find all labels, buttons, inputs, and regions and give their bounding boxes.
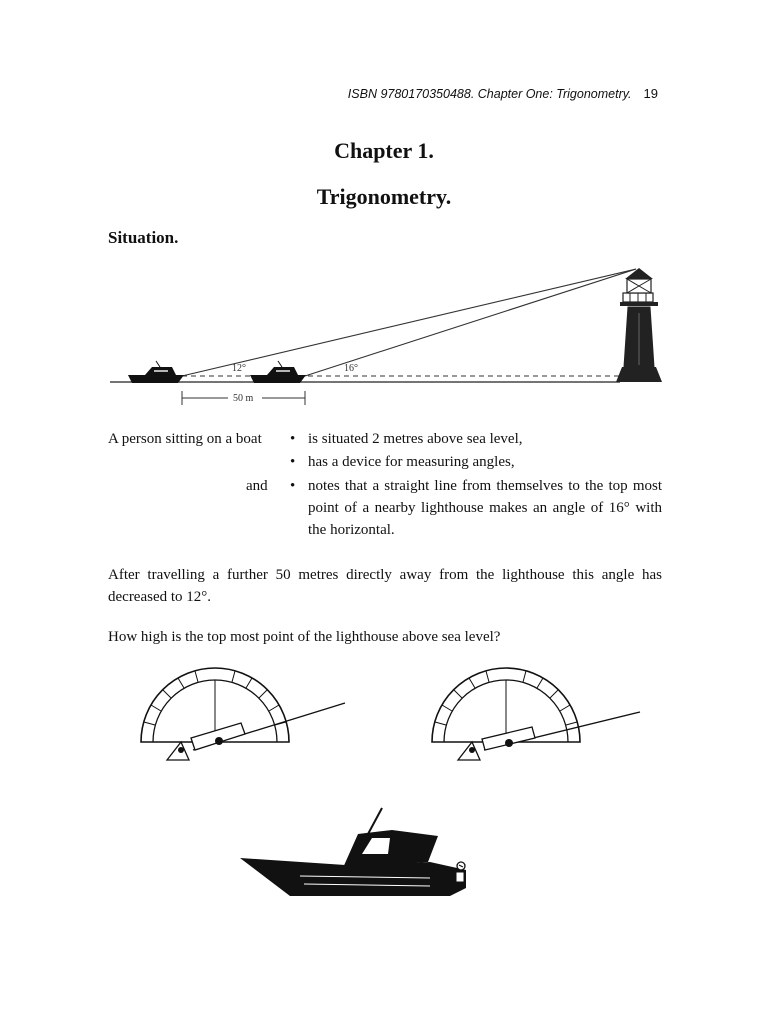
lighthouse-icon: [616, 268, 662, 382]
bullet-icon: •: [290, 431, 296, 447]
boat-illustration: [230, 800, 490, 910]
problem-lead: A person sitting on a boat: [108, 431, 262, 447]
boat-near-icon: [250, 361, 306, 383]
problem-paragraph: After travelling a further 50 metres directly away from the lighthouse this angle has decreased to 12°.: [108, 567, 662, 605]
protractor-device-icon: [141, 668, 345, 760]
problem-question: How high is the top most point of the lighthouse above sea level?: [108, 629, 501, 645]
distance-label: 50 m: [233, 393, 254, 404]
bullet-item: [290, 475, 662, 541]
bullet-item: [290, 428, 662, 450]
lighthouse-diagram: [0, 255, 768, 415]
section-title: Situation.: [108, 228, 179, 247]
bullet-icon: •: [290, 454, 296, 470]
chapter-number-title: Chapter 1.: [334, 138, 434, 163]
bullet-text: notes that a straight line from themselves to the top most point of a nearby lighthouse makes an angle of 16° with the horizontal.: [308, 478, 662, 538]
bullet-item: [290, 451, 662, 473]
protractor-device-icon: [432, 668, 640, 760]
running-header: [348, 86, 658, 101]
bullet-text: has a device for measuring angles,: [308, 454, 515, 470]
boat-antenna: [368, 808, 382, 834]
angle-near-label: 16°: [344, 363, 358, 374]
running-title: ISBN 9780170350488. Chapter One: Trigonometry.: [347, 87, 632, 101]
problem-connector: and: [246, 478, 268, 494]
page-number: 19: [643, 86, 658, 101]
sight-line-far: [182, 269, 636, 376]
sight-line-near: [305, 269, 636, 376]
chapter-name-title: Trigonometry.: [316, 184, 452, 209]
bullet-text: is situated 2 metres above sea level,: [308, 431, 523, 447]
boat-far-icon: [128, 361, 184, 383]
bullet-icon: •: [290, 478, 296, 494]
angle-devices-illustration: [0, 660, 768, 770]
angle-far-label: 12°: [232, 363, 246, 374]
